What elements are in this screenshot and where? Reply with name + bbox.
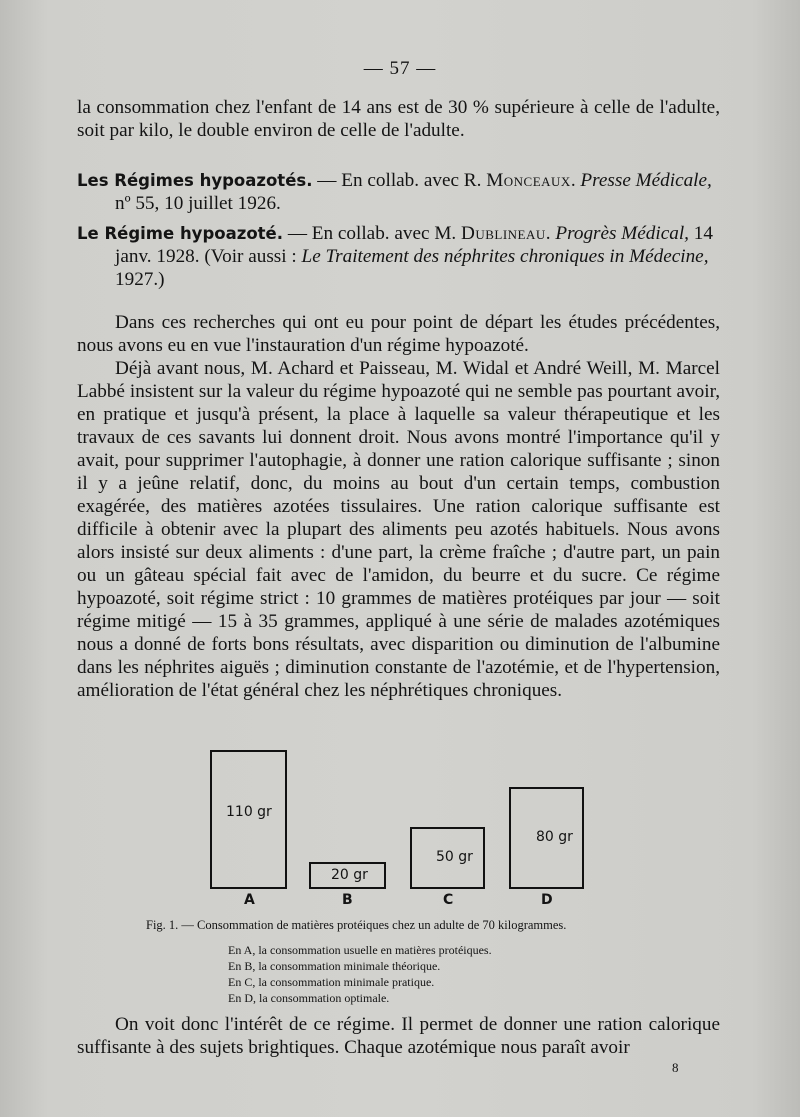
reference-extra: 1927.) [115, 269, 165, 290]
reference-collab: — En collab. avec M. [283, 223, 461, 244]
box-value: 110 gr [226, 804, 272, 820]
reference-item: Les Régimes hypoazotés. — En collab. avec R. Monceaux. Presse Médicale, nº 55, 10 juillet 1926. [77, 170, 712, 214]
reference-details: nº 55, 10 juillet 1926. [115, 193, 281, 214]
protein-consumption-figure [0, 745, 800, 910]
reference-details: 14 janv. 1928. (Voir aussi : [115, 223, 713, 267]
reference-journal: Presse Médicale, [580, 170, 712, 191]
legend-line: En A, la consommation usuelle en matières protéiques. [228, 943, 492, 957]
figure-caption: Fig. 1. — Consommation de matières protéiques chez un adulte de 70 kilogrammes. [146, 918, 567, 932]
box-c [410, 827, 485, 889]
box-letter: A [244, 892, 255, 908]
paragraph: On voit donc l'intérêt de ce régime. Il permet de donner une ration calorique suffisante à des sujets brightiques. Chaque azotémique nous paraît avoir [77, 1014, 720, 1058]
body-text [77, 311, 720, 702]
paragraph: Déjà avant nous, M. Achard et Paisseau, M. Widal et André Weill, M. Marcel Labbé insistent sur la valeur du régime hypoazoté qui ne semble pas pourtant avoir, en pratique et jusqu'à présent, la place à laquelle sa valeur thérapeutique et les travaux de ces savants lui donnent droit. Nous avons montré l'importance qu'il y avait, pour supprimer l'autophagie, à donner une ration calorique suffisante ; sinon il y a jeûne relatif, donc, du moins au bout d'un certain temps, combustion exagérée, des matières azotées tissulaires. Une ration calorique suffisante est difficile à obtenir avec la plupart des aliments peu azotés habituels. Nous avons alors insisté sur deux aliments : d'une part, la crème fraîche ; d'autre part, un pain ou un gâteau spécial fait avec de l'amidon, du beurre et du sucre. Ce régime hypoazoté, soit régime strict : 10 grammes de matières protéiques par jour — soit régime mitigé — 15 à 35 grammes, appliqué à une série de malades azotémiques nous a donné de forts bons résultats, avec disparition ou diminution de l'albumine dans les néphrites aiguës ; diminution constante de l'azotémie, et de l'hypertension, amélioration de l'état général chez les néphrétiques chroniques. [77, 358, 720, 701]
box-letter: C [443, 892, 454, 908]
reference-author: Monceaux [486, 170, 571, 191]
reference-title: Le Régime hypoazoté. [77, 224, 284, 243]
intro-paragraph: la consommation chez l'enfant de 14 ans est de 30 % supérieure à celle de l'adulte, soit par kilo, le double environ de celle de l'adulte. [77, 97, 720, 141]
signature-mark: 8 [672, 1060, 679, 1075]
reference-item: Le Régime hypoazoté. — En collab. avec M. Dublineau. Progrès Médical, 14 janv. 1928. (Voir aussi : Le Traitement des néphrites chroniques in Médecine, 1927.) [77, 223, 713, 290]
final-paragraph [77, 1013, 720, 1059]
box-a [210, 750, 287, 889]
legend-line: En B, la consommation minimale théorique. [228, 959, 441, 973]
box-b [309, 862, 386, 889]
reference-collab: — En collab. avec R. [312, 170, 487, 191]
paragraph: Dans ces recherches qui ont eu pour point de départ les études précédentes, nous avons eu en vue l'instauration d'un régime hypoazoté. [77, 312, 720, 356]
reference-journal: Progrès Médical, [555, 223, 689, 244]
box-value: 50 gr [436, 849, 473, 865]
reference-extra-italic: Le Traitement des néphrites chroniques in Médecine, [301, 246, 709, 267]
references-list [77, 169, 720, 298]
reference-title: Les Régimes hypoazotés. [77, 171, 313, 190]
reference-author: Dublineau [460, 223, 546, 244]
legend-line: En C, la consommation minimale pratique. [228, 975, 435, 989]
figure-legend [228, 942, 492, 1006]
box-value: 80 gr [536, 829, 573, 845]
box-letter: D [541, 892, 553, 908]
box-letter: B [342, 892, 353, 908]
box-value: 20 gr [331, 867, 368, 883]
box-d [509, 787, 584, 889]
legend-line: En D, la consommation optimale. [228, 991, 390, 1005]
page-number: — 57 — [363, 58, 437, 79]
